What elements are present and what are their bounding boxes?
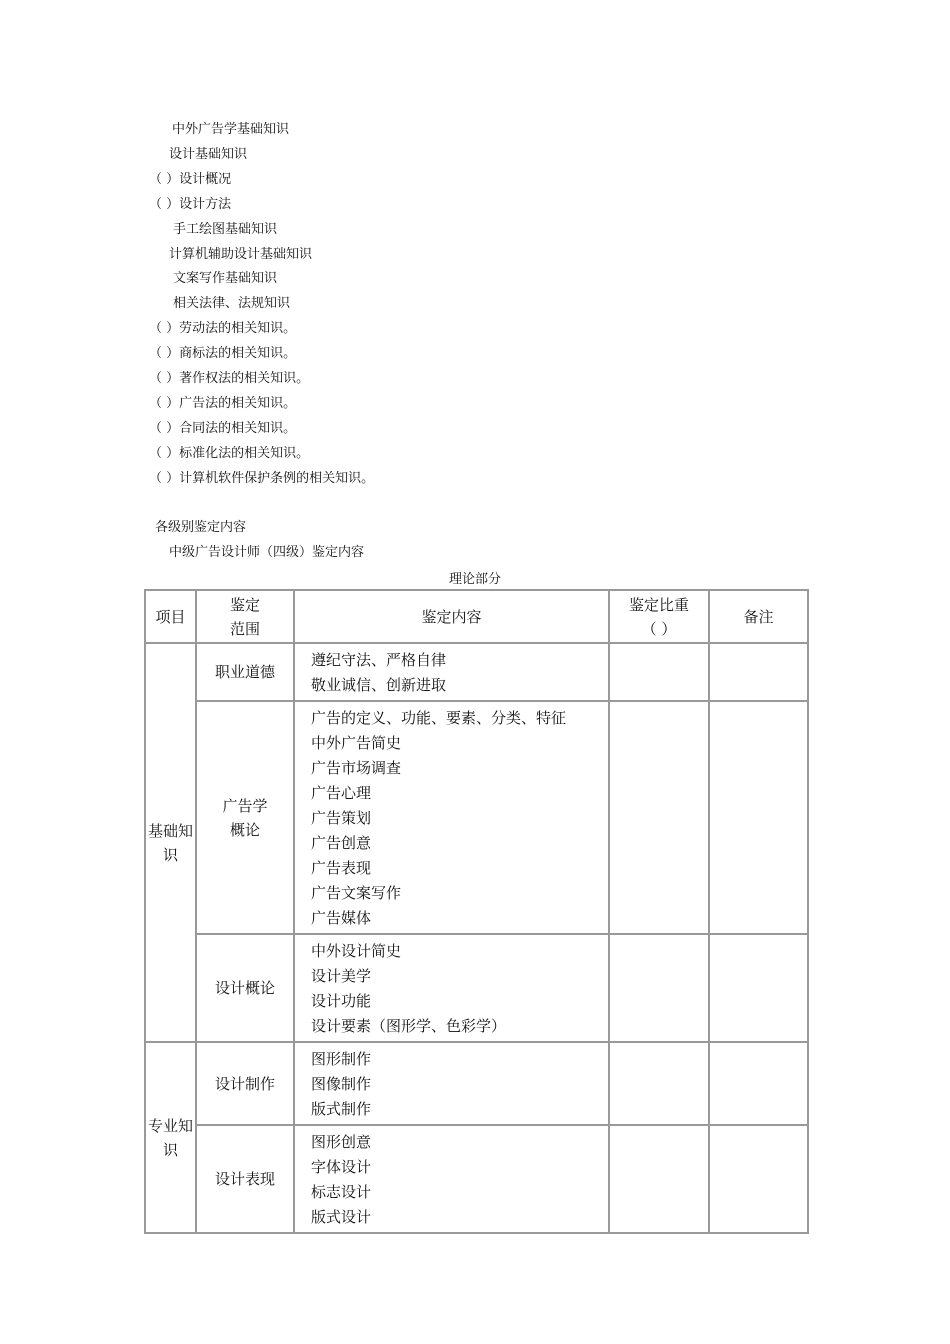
- intro-line: 文案写作基础知识: [173, 271, 278, 287]
- intro-line: （ ）著作权法的相关知识。: [149, 371, 310, 386]
- intro-line: 计算机辅助设计基础知识: [169, 246, 313, 262]
- item-label: 专业知: [147, 1116, 193, 1135]
- scope-cell: [196, 1125, 294, 1233]
- intro-line: （ ）设计概况: [149, 171, 232, 187]
- content-line: 广告市场调查: [311, 759, 402, 777]
- content-line: 广告文案写作: [311, 884, 402, 902]
- remark-cell: [709, 934, 808, 1042]
- content-line: 图形创意: [311, 1133, 372, 1151]
- intro-line: （ ）劳动法的相关知识。: [149, 321, 297, 337]
- content-line: 广告的定义、功能、要素、分类、特征: [311, 709, 567, 727]
- scope-cell: [196, 1042, 294, 1125]
- header-scope-line2: 范围: [229, 619, 260, 638]
- weight-cell: [609, 701, 709, 934]
- content-line: 敬业诚信、创新进取: [311, 676, 447, 694]
- content-cell: [294, 701, 609, 934]
- intro-line: （ ）合同法的相关知识。: [149, 420, 297, 436]
- header-weight: [609, 590, 709, 643]
- content-line: 广告表现: [311, 859, 372, 877]
- header-weight-line1: 鉴定比重: [628, 595, 689, 614]
- content-line: 广告媒体: [311, 909, 372, 927]
- header-weight-line2: （ ）: [641, 619, 677, 638]
- header-scope-line1: 鉴定: [229, 595, 260, 614]
- scope-label: 概论: [229, 820, 260, 839]
- content-line: 版式设计: [311, 1208, 372, 1226]
- section-heading: 各级别鉴定内容: [155, 520, 247, 535]
- intro-line: 相关法律、法规知识: [173, 296, 291, 312]
- table-row: [145, 1042, 808, 1125]
- scope-cell: [196, 643, 294, 701]
- content-line: 中外广告简史: [311, 734, 402, 752]
- scope-label: 广告学: [222, 796, 268, 815]
- intro-line: （ ）商标法的相关知识。: [149, 346, 297, 362]
- content-cell: [294, 1125, 609, 1233]
- sub-heading: 中级广告设计师（四级）鉴定内容: [169, 545, 365, 560]
- item-cell: [145, 643, 196, 1042]
- content-line: 广告心理: [311, 784, 372, 802]
- remark-cell: [709, 1125, 808, 1233]
- intro-line: 手工绘图基础知识: [173, 221, 278, 237]
- header-item: 项目: [145, 590, 196, 643]
- content-line: 设计美学: [311, 967, 372, 985]
- content-cell: [294, 1042, 609, 1125]
- table-row: [145, 934, 808, 1042]
- content-line: 广告策划: [311, 809, 372, 827]
- scope-cell: [196, 934, 294, 1042]
- header-scope: [196, 590, 294, 643]
- content-cell: [294, 934, 609, 1042]
- content-line: 版式制作: [311, 1100, 372, 1118]
- table-row: [145, 701, 808, 934]
- content-line: 设计功能: [311, 992, 372, 1010]
- content-line: 标志设计: [311, 1183, 372, 1201]
- assessment-table: [144, 589, 809, 1234]
- intro-line: 中外广告学基础知识: [172, 122, 290, 137]
- scope-cell: [196, 701, 294, 934]
- table-body: [145, 643, 808, 1233]
- item-cell: [145, 1042, 196, 1233]
- item-label: 识: [162, 845, 178, 864]
- weight-cell: [609, 1042, 709, 1125]
- content-line: 字体设计: [311, 1158, 372, 1176]
- intro-line: （ ）设计方法: [149, 196, 232, 212]
- table-header-row: [145, 590, 808, 643]
- content-line: 中外设计简史: [311, 942, 402, 960]
- content-line: 图形制作: [311, 1050, 372, 1068]
- table-row: [145, 643, 808, 701]
- scope-label: 设计概论: [214, 979, 275, 997]
- intro-line: （ ）广告法的相关知识。: [149, 395, 297, 411]
- content-line: 遵纪守法、严格自律: [311, 651, 447, 669]
- table-caption: 理论部分: [448, 572, 501, 587]
- item-label: 基础知: [147, 821, 193, 840]
- scope-label: 设计表现: [214, 1170, 275, 1188]
- content-cell: [294, 643, 609, 701]
- scope-label: 职业道德: [214, 663, 275, 681]
- remark-cell: [709, 1042, 808, 1125]
- header-content: 鉴定内容: [294, 590, 609, 643]
- remark-cell: [709, 643, 808, 701]
- table-row: [145, 1125, 808, 1233]
- remark-cell: [709, 701, 808, 934]
- weight-cell: [609, 934, 709, 1042]
- weight-cell: [609, 643, 709, 701]
- item-label: 识: [162, 1140, 178, 1159]
- intro-line: 设计基础知识: [169, 146, 248, 162]
- scope-label: 设计制作: [214, 1074, 275, 1093]
- weight-cell: [609, 1125, 709, 1233]
- content-line: 图像制作: [311, 1075, 372, 1093]
- content-line: 广告创意: [311, 834, 372, 852]
- header-remark: 备注: [709, 590, 808, 643]
- intro-line: （ ）计算机软件保护条例的相关知识。: [149, 470, 375, 486]
- intro-line: （ ）标准化法的相关知识。: [149, 445, 310, 461]
- content-line: 设计要素（图形学、色彩学）: [311, 1017, 507, 1035]
